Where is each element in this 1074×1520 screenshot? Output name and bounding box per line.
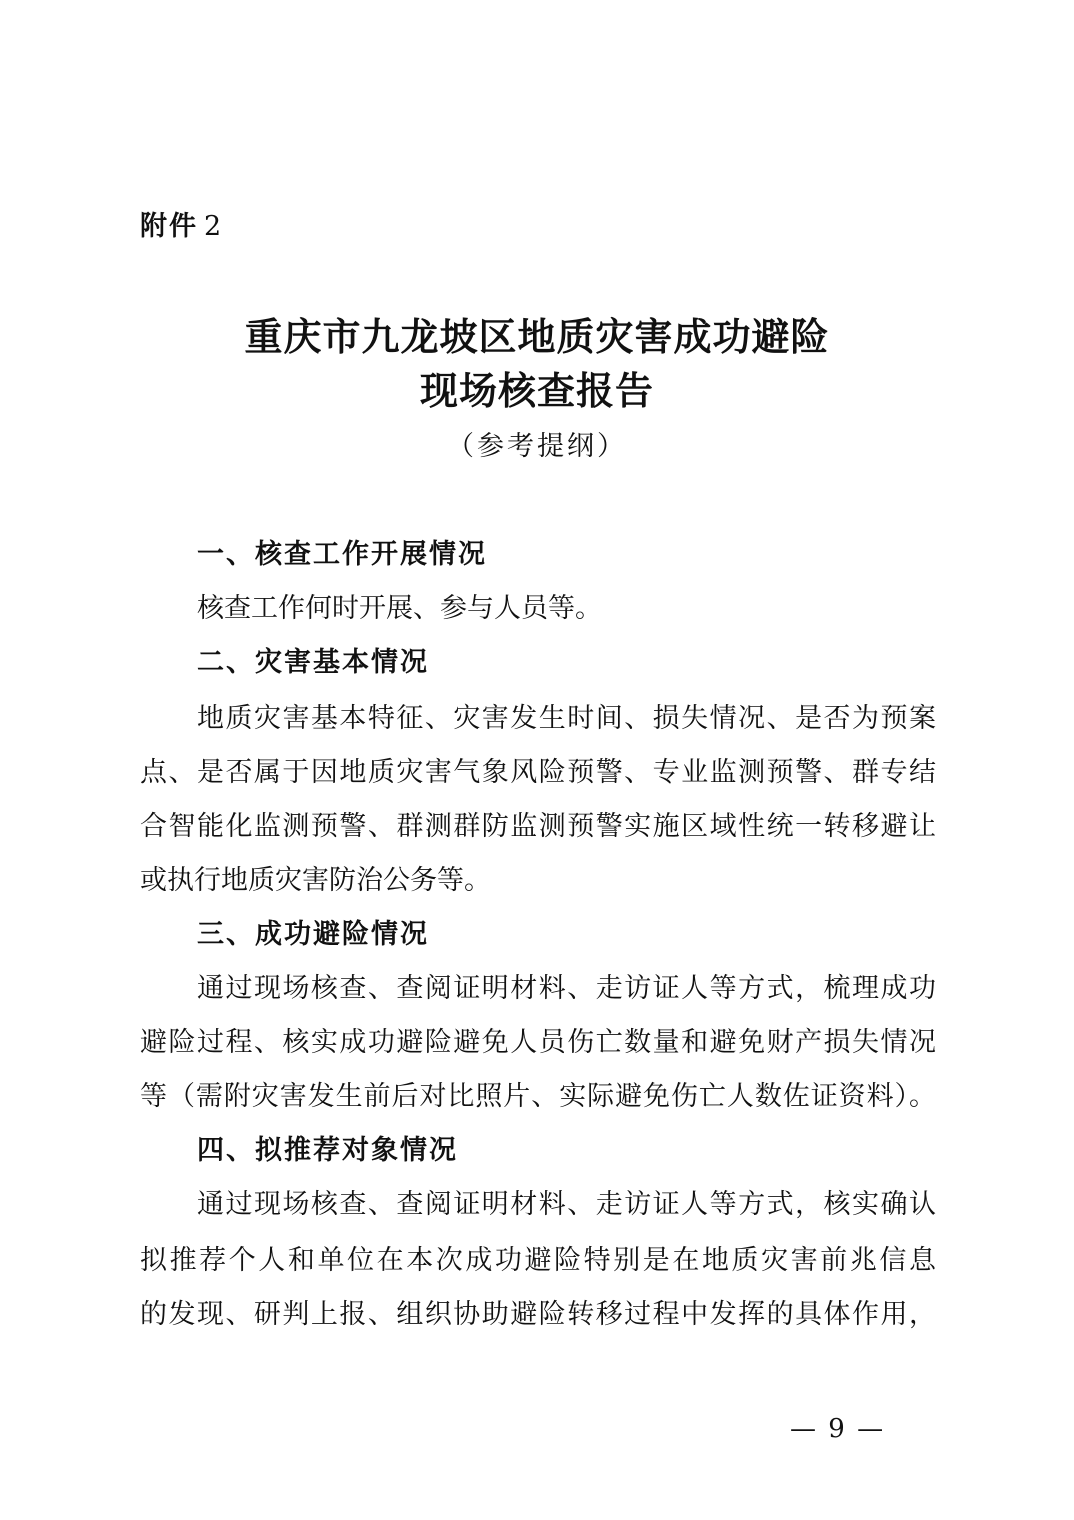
section-2-line-3: 合智能化监测预警、群测群防监测预警实施区域性统一转移避让 [140, 811, 936, 842]
section-3-line-1: 通过现场核查、查阅证明材料、走访证人等方式，梳理成功 [197, 973, 936, 1004]
section-3-line-2: 避险过程、核实成功避险避免人员伤亡数量和避免财产损失情况 [140, 1027, 936, 1058]
document-title-line1: 重庆市九龙坡区地质灾害成功避险 [244, 314, 830, 359]
section-heading-3: 三、成功避险情况 [197, 919, 429, 950]
section-4-line-2: 拟推荐个人和单位在本次成功避险特别是在地质灾害前兆信息 [140, 1245, 936, 1276]
section-2-line-4: 或执行地质灾害防治公务等。 [140, 865, 491, 896]
section-3-line-3: 等（需附灾害发生前后对比照片、实际避免伤亡人数佐证资料）。 [140, 1081, 936, 1112]
section-4-line-3: 的发现、研判上报、组织协助避险转移过程中发挥的具体作用， [140, 1299, 936, 1330]
section-heading-4: 四、拟推荐对象情况 [197, 1135, 458, 1166]
page-number: — 9 — [790, 1414, 886, 1444]
section-1-line-1: 核查工作何时开展、参与人员等。 [197, 593, 602, 624]
attachment-label [140, 204, 223, 243]
document-title-line2: 现场核查报告 [419, 368, 654, 413]
attachment-number: 2 [204, 211, 224, 242]
section-4-line-1: 通过现场核查、查阅证明材料、走访证人等方式，核实确认 [197, 1189, 936, 1220]
section-2-line-2: 点、是否属于因地质灾害气象风险预警、专业监测预警、群专结 [140, 757, 936, 788]
section-heading-2: 二、灾害基本情况 [197, 647, 429, 678]
document-subtitle: （参考提纲） [447, 431, 627, 462]
section-2-line-1: 地质灾害基本特征、灾害发生时间、损失情况、是否为预案 [197, 703, 936, 734]
attachment-text: 附件 [140, 211, 198, 242]
section-heading-1: 一、核查工作开展情况 [197, 539, 487, 570]
